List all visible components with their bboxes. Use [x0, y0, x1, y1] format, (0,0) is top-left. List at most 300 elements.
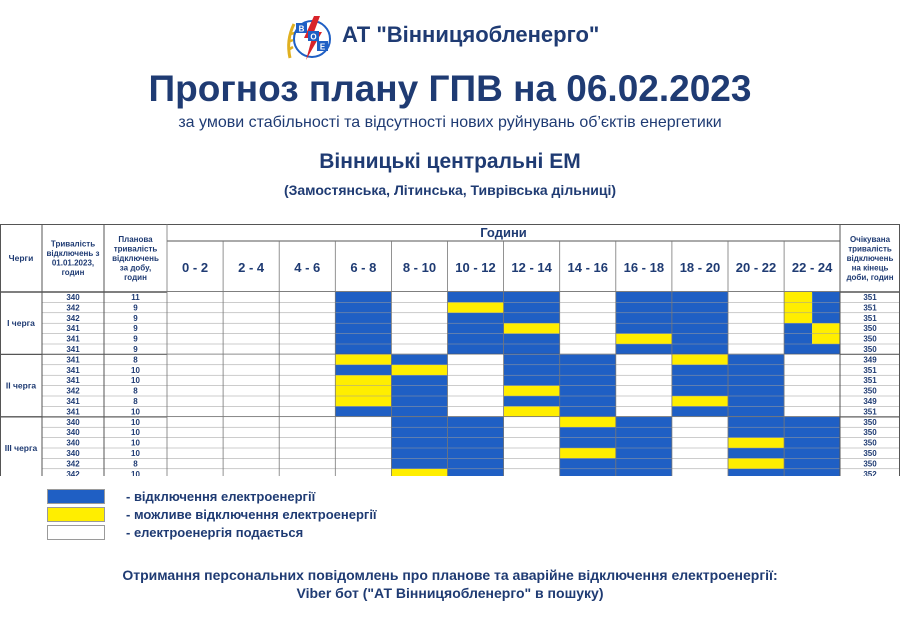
row-expected-hours: 350: [863, 449, 877, 458]
slot-cell: [616, 354, 672, 364]
slot-cell: [728, 302, 784, 312]
row-plan-hours: 9: [133, 303, 138, 313]
slot-cell: [672, 334, 728, 344]
slot-cell: [167, 334, 223, 344]
slot-cell: [616, 313, 672, 323]
slot-cell: [335, 427, 391, 437]
slot-cell: [223, 469, 279, 476]
hour-label-11: 22 - 24: [791, 260, 833, 275]
slot-cell: [391, 292, 447, 302]
slot-cell: [223, 334, 279, 344]
col-total-header-line: 01.01.2023,: [51, 258, 95, 268]
col-plan-header-line: тривалість: [113, 244, 158, 254]
slot-cell: [335, 323, 391, 333]
legend-label-on: - електроенергія подається: [126, 525, 304, 540]
slot-cell: [167, 365, 223, 375]
hour-label-0: 0 - 2: [182, 260, 209, 275]
slot-cell: [560, 323, 616, 333]
slot-cell: [279, 427, 335, 437]
slot-cell: [223, 458, 279, 468]
slot-cell: [504, 334, 560, 344]
slot-cell: [167, 292, 223, 302]
row-total-hours: 340: [66, 417, 80, 427]
row-expected-hours: 349: [863, 397, 877, 406]
slot-cell: [335, 344, 391, 354]
region-title: Вінницькі центральні ЕМ: [319, 150, 581, 173]
slot-cell: [279, 344, 335, 354]
slot-cell: [167, 448, 223, 458]
slot-cell: [616, 458, 672, 468]
hour-label-5: 10 - 12: [455, 260, 496, 275]
slot-cell: [279, 469, 335, 476]
slot-cell: [728, 344, 784, 354]
slot-cell: [616, 469, 672, 476]
slot-cell: [672, 375, 728, 385]
row-plan-hours: 9: [133, 324, 138, 334]
row-total-hours: 342: [66, 313, 80, 323]
slot-cell: [223, 396, 279, 406]
slot-cell: [391, 386, 447, 396]
slot-cell: [728, 469, 784, 476]
row-expected-hours: 350: [863, 417, 877, 427]
col-plan-header-line: відключень: [112, 253, 159, 263]
slot-cell: [672, 458, 728, 468]
slot-cell: [279, 302, 335, 312]
row-plan-hours: 9: [133, 313, 138, 323]
slot-cell: [391, 469, 447, 476]
row-expected-hours: 350: [863, 324, 877, 334]
slot-cell: [504, 375, 560, 385]
slot-cell-second-hour: [812, 292, 840, 302]
slot-cell-first-hour: [784, 323, 812, 333]
slot-cell: [672, 354, 728, 364]
slot-cell: [672, 448, 728, 458]
company-name: АТ "Вінницяобленерго": [342, 22, 600, 47]
slot-cell: [448, 448, 504, 458]
legend-swatch-on: [47, 525, 105, 540]
slot-cell: [335, 417, 391, 427]
slot-cell: [560, 438, 616, 448]
slot-cell: [616, 396, 672, 406]
slot-cell: [728, 375, 784, 385]
slot-cell: [279, 396, 335, 406]
slot-cell: [560, 427, 616, 437]
slot-cell: [784, 469, 840, 476]
slot-cell: [335, 469, 391, 476]
slot-cell: [448, 469, 504, 476]
slot-cell: [728, 354, 784, 364]
slot-cell: [448, 302, 504, 312]
footer-notice: Отримання персональних повідомлень про планове та аварійне відключення електроенергії:: [122, 567, 778, 583]
slot-cell: [223, 354, 279, 364]
slot-cell: [504, 313, 560, 323]
row-expected-hours: 351: [863, 365, 877, 375]
slot-cell: [560, 365, 616, 375]
row-plan-hours: 8: [133, 397, 138, 406]
slot-cell: [728, 313, 784, 323]
slot-cell: [672, 406, 728, 416]
slot-cell: [784, 354, 840, 364]
slot-cell: [728, 458, 784, 468]
slot-cell: [560, 417, 616, 427]
slot-cell: [391, 334, 447, 344]
row-plan-hours: 10: [131, 438, 140, 448]
slot-cell: [784, 375, 840, 385]
slot-cell-second-hour: [812, 313, 840, 323]
slot-cell: [279, 334, 335, 344]
slot-cell: [167, 406, 223, 416]
row-total-hours: 341: [66, 365, 80, 375]
slot-cell: [223, 313, 279, 323]
slot-cell: [223, 365, 279, 375]
slot-cell: [223, 292, 279, 302]
legend-label-off: - відключення електроенергії: [126, 489, 316, 504]
slot-cell: [560, 448, 616, 458]
slot-cell: [279, 458, 335, 468]
slot-cell: [560, 469, 616, 476]
col-expected-header-line: відключень: [846, 253, 894, 263]
slot-cell: [728, 323, 784, 333]
row-plan-hours: 8: [133, 386, 138, 396]
slot-cell: [560, 344, 616, 354]
slot-cell: [167, 438, 223, 448]
slot-cell: [672, 438, 728, 448]
slot-cell: [448, 313, 504, 323]
slot-cell: [223, 406, 279, 416]
hour-label-4: 8 - 10: [402, 260, 437, 275]
col-plan-header-line: за добу,: [119, 263, 152, 273]
slot-cell: [560, 396, 616, 406]
logo-letter-o: О: [310, 32, 317, 42]
slot-cell: [504, 448, 560, 458]
slot-cell: [279, 417, 335, 427]
slot-cell: [504, 323, 560, 333]
slot-cell: [504, 438, 560, 448]
row-expected-hours: 351: [863, 407, 877, 417]
slot-cell: [167, 396, 223, 406]
slot-cell: [335, 396, 391, 406]
slot-cell: [167, 344, 223, 354]
slot-cell: [672, 292, 728, 302]
slot-cell: [223, 302, 279, 312]
row-plan-hours: 10: [131, 365, 140, 375]
slot-cell: [616, 334, 672, 344]
slot-cell: [560, 458, 616, 468]
hour-label-10: 20 - 22: [735, 260, 777, 275]
slot-cell: [167, 354, 223, 364]
col-queue-header-line: Черги: [8, 252, 34, 263]
slot-cell: [279, 354, 335, 364]
slot-cell: [560, 406, 616, 416]
row-expected-hours: 350: [863, 459, 877, 469]
slot-cell: [616, 448, 672, 458]
slot-cell: [391, 427, 447, 437]
slot-cell: [672, 427, 728, 437]
slot-cell: [391, 365, 447, 375]
slot-cell-second-hour: [812, 334, 840, 344]
slot-cell: [391, 354, 447, 364]
slot-cell: [728, 396, 784, 406]
slot-cell: [167, 417, 223, 427]
slot-cell: [335, 386, 391, 396]
region-areas: (Замостянська, Літинська, Тиврівська дільниці): [283, 182, 617, 198]
slot-cell: [448, 323, 504, 333]
slot-cell: [616, 386, 672, 396]
slot-cell: [728, 448, 784, 458]
slot-cell: [391, 375, 447, 385]
row-plan-hours: 9: [133, 345, 138, 354]
hour-label-8: 16 - 18: [623, 260, 665, 275]
slot-cell: [223, 448, 279, 458]
schedule-table: [0, 224, 900, 476]
slot-cell: [560, 292, 616, 302]
slot-cell: [672, 302, 728, 312]
row-expected-hours: 350: [863, 438, 877, 448]
hours-title: Години: [480, 225, 527, 240]
slot-cell: [784, 427, 840, 437]
slot-cell: [223, 323, 279, 333]
col-total-header-line: відключень з: [46, 249, 100, 259]
slot-cell: [504, 406, 560, 416]
slot-cell: [504, 386, 560, 396]
page-subtitle: за умови стабільності та відсутності нових руйнувань об’єктів енергетики: [178, 114, 722, 131]
row-expected-hours: 350: [863, 345, 877, 354]
slot-cell: [391, 448, 447, 458]
slot-cell: [167, 427, 223, 437]
slot-cell-first-hour: [784, 292, 812, 302]
slot-cell: [167, 313, 223, 323]
slot-cell: [279, 292, 335, 302]
slot-cell: [616, 406, 672, 416]
slot-cell: [223, 417, 279, 427]
row-total-hours: 342: [66, 459, 80, 469]
slot-cell: [335, 375, 391, 385]
slot-cell: [279, 375, 335, 385]
slot-cell: [784, 406, 840, 416]
slot-cell: [504, 344, 560, 354]
row-total-hours: 341: [66, 345, 80, 354]
slot-cell: [448, 417, 504, 427]
row-plan-hours: 10: [131, 469, 140, 476]
slot-cell: [335, 458, 391, 468]
slot-cell: [560, 302, 616, 312]
hour-label-1: 2 - 4: [238, 260, 265, 275]
slot-cell: [504, 458, 560, 468]
col-expected-header-line: Очікувана: [849, 234, 891, 244]
slot-cell: [560, 313, 616, 323]
queue-label-2: III черга: [4, 443, 38, 453]
slot-cell: [279, 365, 335, 375]
slot-cell: [335, 334, 391, 344]
slot-cell: [335, 302, 391, 312]
row-expected-hours: 349: [863, 355, 877, 365]
slot-cell: [672, 386, 728, 396]
hour-label-9: 18 - 20: [679, 260, 721, 275]
slot-cell: [784, 365, 840, 375]
slot-cell: [616, 427, 672, 437]
slot-cell: [784, 344, 840, 354]
row-total-hours: 341: [66, 407, 80, 417]
slot-cell: [223, 344, 279, 354]
slot-cell-first-hour: [784, 302, 812, 312]
slot-cell: [448, 458, 504, 468]
slot-cell-first-hour: [784, 313, 812, 323]
col-plan-header-line: годин: [124, 272, 147, 282]
legend-swatch-off: [47, 489, 105, 504]
page-title: Прогноз плану ГПВ на 06.02.2023: [148, 68, 752, 109]
slot-cell: [504, 469, 560, 476]
col-total-header-line: Тривалість: [50, 239, 96, 249]
row-total-hours: 340: [66, 449, 80, 458]
hour-label-7: 14 - 16: [567, 260, 608, 275]
slot-cell: [672, 417, 728, 427]
row-plan-hours: 10: [131, 449, 140, 458]
slot-cell: [167, 469, 223, 476]
slot-cell-second-hour: [812, 302, 840, 312]
row-total-hours: 340: [66, 293, 80, 302]
slot-cell: [728, 417, 784, 427]
slot-cell: [784, 438, 840, 448]
slot-cell: [616, 438, 672, 448]
slot-cell: [448, 334, 504, 344]
slot-cell: [223, 438, 279, 448]
row-plan-hours: 9: [133, 334, 138, 344]
slot-cell: [448, 365, 504, 375]
slot-cell: [335, 438, 391, 448]
row-total-hours: 341: [66, 334, 80, 344]
slot-cell: [616, 365, 672, 375]
slot-cell: [167, 323, 223, 333]
row-total-hours: 341: [66, 324, 80, 334]
hour-label-3: 6 - 8: [350, 260, 377, 275]
slot-cell: [223, 375, 279, 385]
slot-cell: [560, 334, 616, 344]
row-total-hours: 340: [66, 428, 80, 438]
slot-cell: [728, 427, 784, 437]
slot-cell: [504, 365, 560, 375]
slot-cell: [504, 292, 560, 302]
slot-cell: [448, 386, 504, 396]
slot-cell: [335, 354, 391, 364]
col-expected-header-line: на кінець: [851, 263, 889, 273]
slot-cell: [728, 292, 784, 302]
slot-cell: [391, 406, 447, 416]
slot-cell: [616, 344, 672, 354]
row-total-hours: 342: [66, 386, 80, 396]
row-expected-hours: 351: [863, 293, 877, 302]
slot-cell: [391, 313, 447, 323]
slot-cell: [616, 323, 672, 333]
row-total-hours: 342: [66, 469, 80, 476]
slot-cell: [391, 438, 447, 448]
slot-cell: [279, 438, 335, 448]
slot-cell: [167, 386, 223, 396]
row-total-hours: 341: [66, 397, 80, 406]
slot-cell: [223, 427, 279, 437]
col-plan-header-line: Планова: [118, 234, 153, 244]
slot-cell: [784, 448, 840, 458]
row-plan-hours: 8: [133, 355, 138, 365]
hour-label-2: 4 - 6: [294, 260, 321, 275]
slot-cell: [616, 375, 672, 385]
row-plan-hours: 8: [133, 459, 138, 469]
row-plan-hours: 10: [131, 376, 140, 386]
slot-cell: [448, 344, 504, 354]
col-total-header-line: годин: [61, 268, 85, 278]
slot-cell: [728, 386, 784, 396]
row-total-hours: 342: [66, 303, 80, 313]
slot-cell: [784, 396, 840, 406]
slot-cell: [448, 396, 504, 406]
slot-cell: [672, 323, 728, 333]
slot-cell: [279, 406, 335, 416]
slot-cell: [728, 334, 784, 344]
slot-cell: [504, 354, 560, 364]
slot-cell: [448, 438, 504, 448]
slot-cell: [391, 323, 447, 333]
slot-cell: [279, 323, 335, 333]
slot-cell: [728, 406, 784, 416]
slot-cell: [391, 302, 447, 312]
slot-cell: [672, 365, 728, 375]
col-expected-header-line: доби, годин: [846, 272, 894, 282]
slot-cell: [672, 396, 728, 406]
slot-cell: [167, 375, 223, 385]
slot-cell: [504, 302, 560, 312]
row-total-hours: 341: [66, 376, 80, 386]
logo-letter-e: Е: [319, 42, 326, 52]
slot-cell: [448, 292, 504, 302]
slot-cell: [448, 375, 504, 385]
slot-cell: [391, 458, 447, 468]
row-total-hours: 341: [66, 355, 80, 365]
queue-label-0: I черга: [7, 318, 35, 329]
row-expected-hours: 352: [863, 469, 877, 476]
row-expected-hours: 351: [863, 376, 877, 386]
slot-cell: [504, 396, 560, 406]
slot-cell: [504, 427, 560, 437]
slot-cell: [784, 458, 840, 468]
row-expected-hours: 350: [863, 386, 877, 396]
row-expected-hours: 351: [863, 313, 877, 323]
slot-cell: [279, 386, 335, 396]
slot-cell-first-hour: [784, 334, 812, 344]
slot-cell: [784, 386, 840, 396]
slot-cell: [672, 344, 728, 354]
slot-cell: [279, 313, 335, 323]
slot-cell: [616, 417, 672, 427]
slot-cell: [335, 406, 391, 416]
slot-cell: [167, 302, 223, 312]
slot-cell: [784, 417, 840, 427]
legend-label-maybe: - можливе відключення електроенергії: [126, 507, 377, 522]
slot-cell: [223, 386, 279, 396]
slot-cell: [560, 354, 616, 364]
slot-cell: [391, 417, 447, 427]
slot-cell: [728, 438, 784, 448]
slot-cell: [672, 313, 728, 323]
col-expected-header-line: тривалість: [848, 244, 892, 254]
slot-cell: [279, 448, 335, 458]
slot-cell: [728, 365, 784, 375]
slot-cell: [448, 427, 504, 437]
slot-cell: [391, 396, 447, 406]
slot-cell: [391, 344, 447, 354]
hour-label-6: 12 - 14: [511, 260, 552, 275]
row-plan-hours: 11: [131, 293, 140, 302]
slot-cell: [672, 469, 728, 476]
slot-cell-second-hour: [812, 323, 840, 333]
